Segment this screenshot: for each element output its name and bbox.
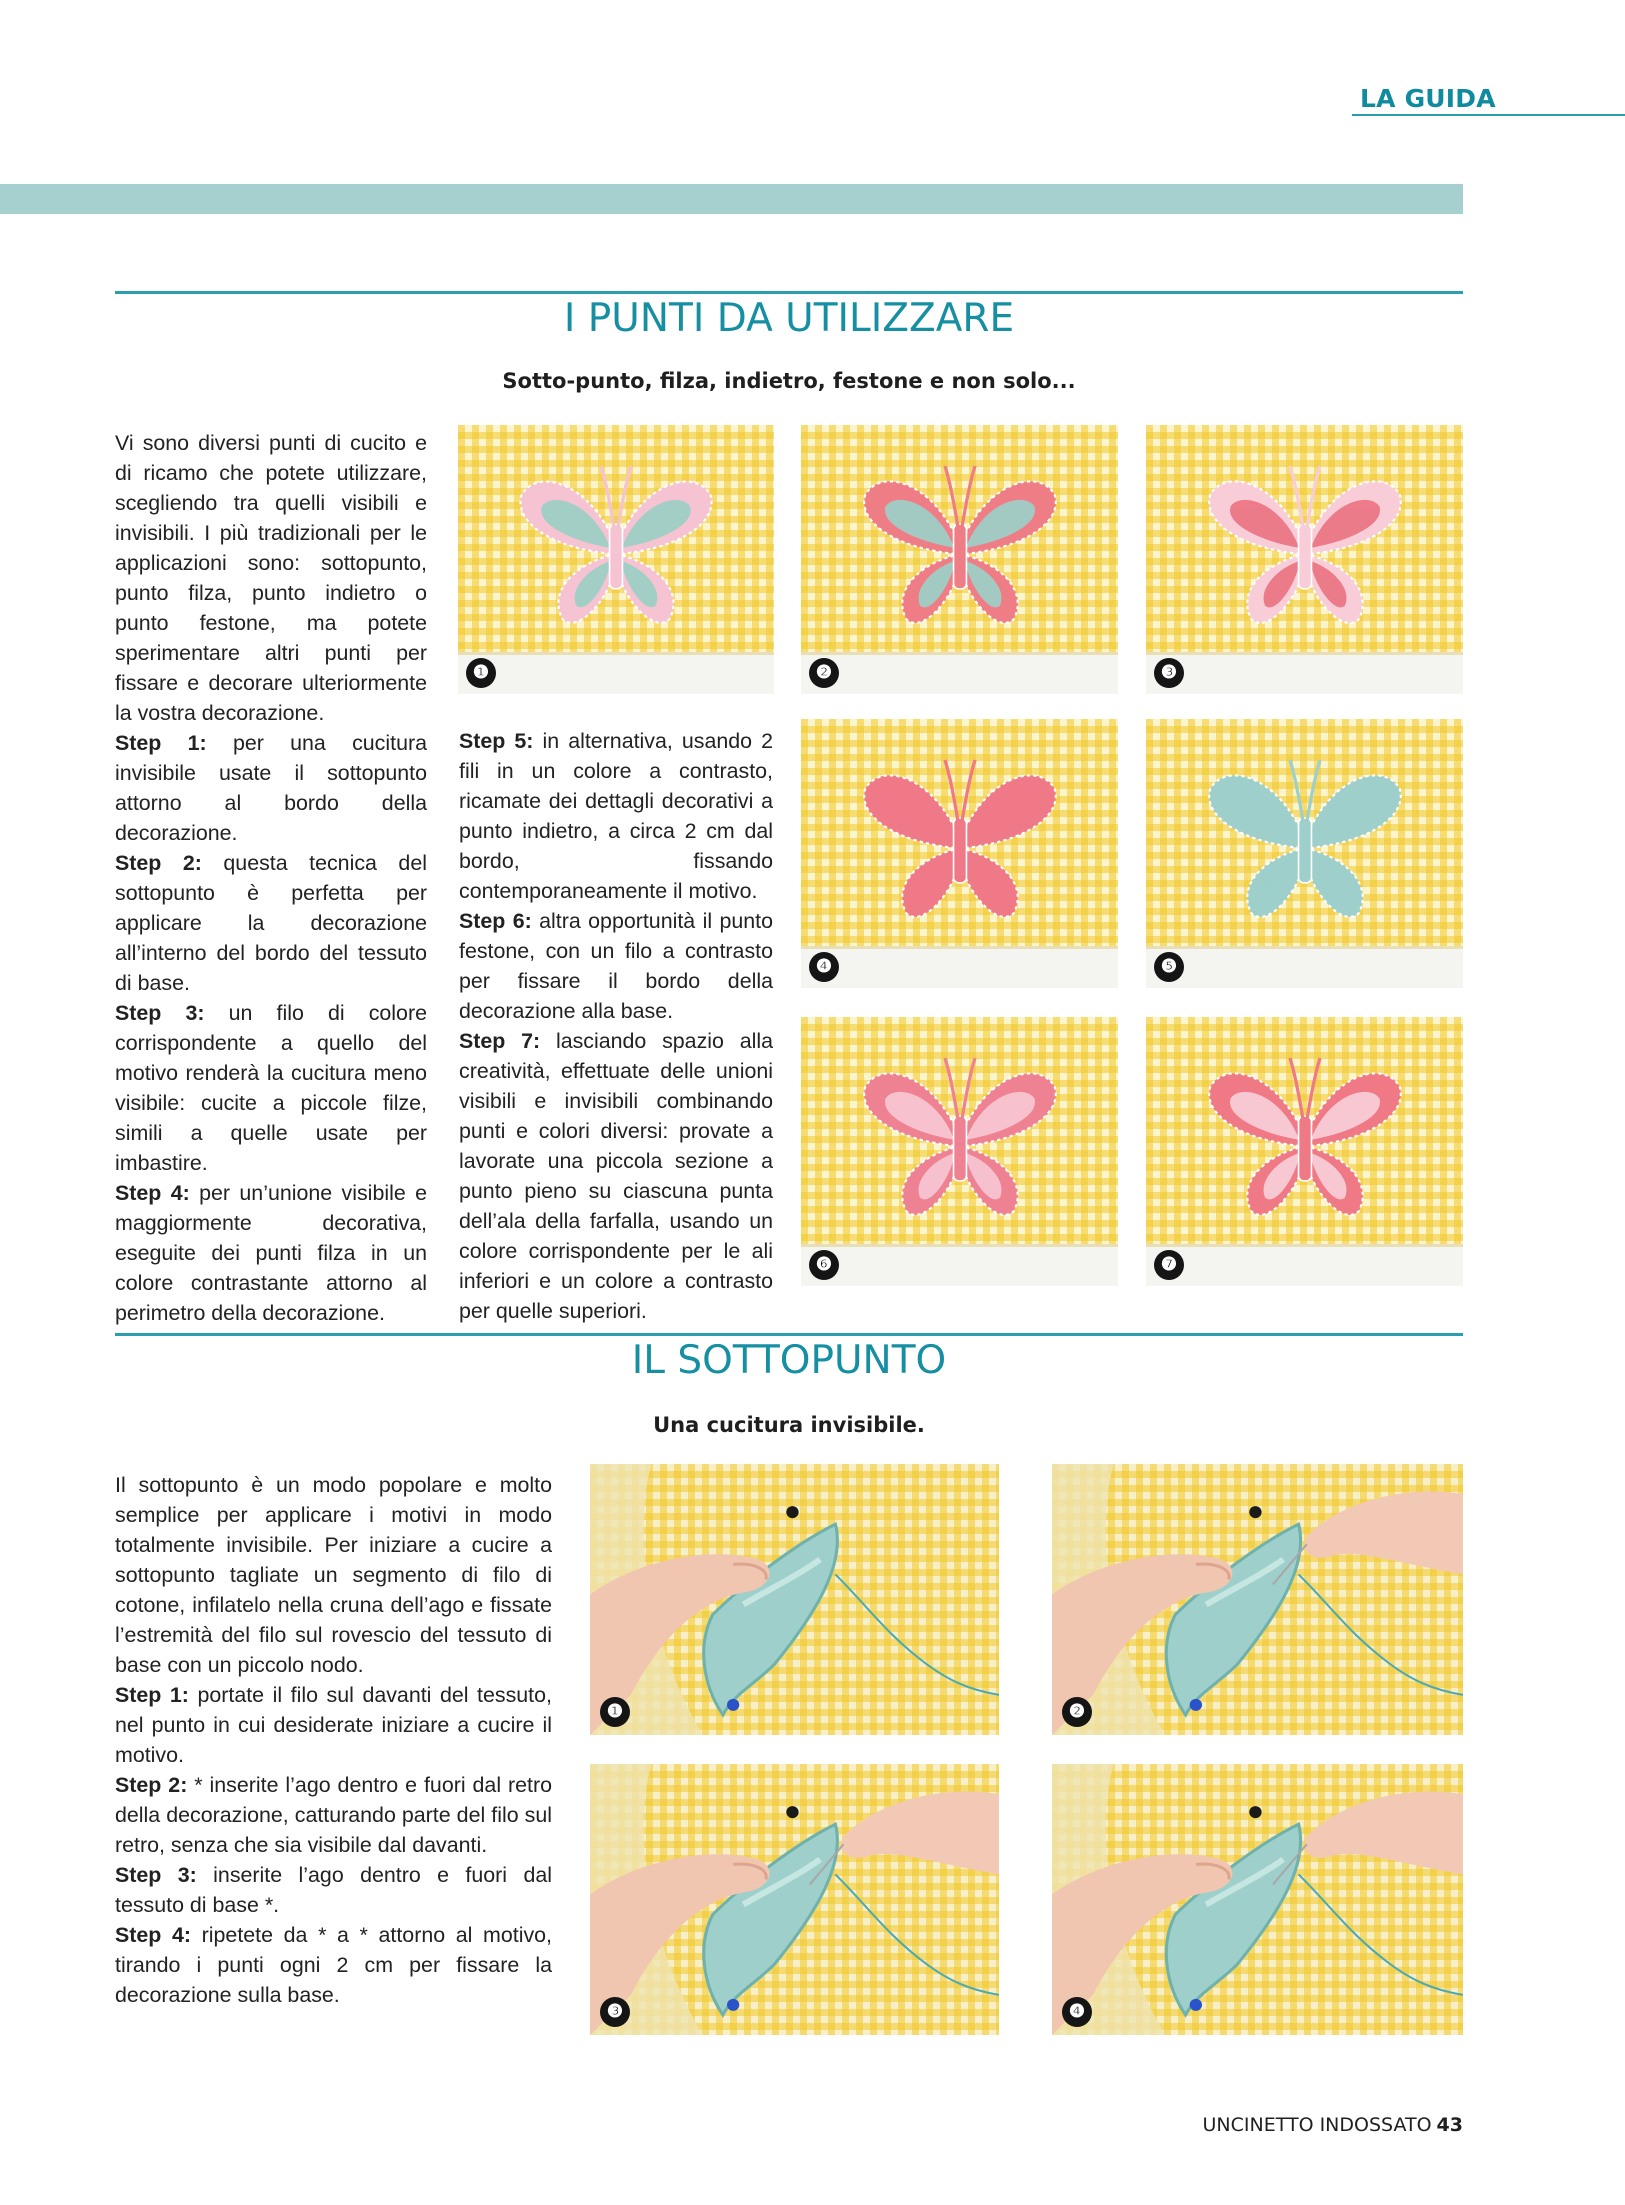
section1-rule	[115, 291, 1463, 294]
butterfly-photo	[1146, 1017, 1463, 1286]
section1-step: Step 7: lasciando spazio alla creatività, effettuate delle unioni visibili e invisibili combinando punti e colori diversi: provate a lavorate una piccola sezione a punto pieno su ciascuna punta dell’ala della farfalla, usando un colore corrispondente per le ali inferiori e un colore a contrasto per quelle superiori.	[459, 1029, 773, 1323]
butterfly-photo	[801, 1017, 1118, 1286]
step-number-badge: ❻	[809, 1250, 839, 1280]
hands-sewing-icon	[590, 1764, 999, 2035]
sewing-photo	[590, 1464, 999, 1735]
butterfly-photo	[458, 425, 774, 694]
section1-title: I PUNTI DA UTILIZZARE	[563, 296, 1015, 341]
sewing-photo	[590, 1764, 999, 2035]
section2-step: Step 4: ripetete da * a * attorno al motivo, tirando i punti ogni 2 cm per fissare la decorazione sulla base.	[115, 1923, 552, 2007]
section2-intro: Il sottopunto è un modo popolare e molto semplice per applicare i motivi in modo totalmente invisibile. Per iniziare a cucire a sottopunto tagliate un segmento di filo di cotone, infilatelo nella cruna dell’ago e fissate l’estremità del filo sul rovescio del tessuto di base con un piccolo nodo.	[115, 1473, 552, 1677]
step-number-badge: ❶	[466, 658, 496, 688]
fabric-edge	[1146, 1244, 1463, 1286]
fabric-edge	[1146, 652, 1463, 694]
sewing-photo	[1052, 1764, 1463, 2035]
step-number-badge: ❶	[600, 1697, 630, 1727]
crochet-butterfly-icon	[852, 738, 1068, 948]
step-number-badge: ❹	[809, 952, 839, 982]
step-number-badge: ❷	[1062, 1697, 1092, 1727]
step-number-badge: ❸	[1154, 658, 1184, 688]
top-color-band	[0, 184, 1463, 214]
section1-step: Step 1: per una cucitura invisibile usate il sottopunto attorno al bordo della decorazione.	[115, 731, 427, 845]
crochet-butterfly-icon	[852, 444, 1068, 654]
page-number: 43	[1436, 2114, 1463, 2136]
section1-subtitle: Sotto-punto, filza, indietro, festone e non solo...	[502, 369, 1076, 393]
step-number-badge: ❼	[1154, 1250, 1184, 1280]
section2-title: IL SOTTOPUNTO	[631, 1338, 947, 1383]
section2-step: Step 1: portate il filo sul davanti del tessuto, nel punto in cui desiderate iniziare a cucire il motivo.	[115, 1683, 552, 1767]
crochet-butterfly-icon	[852, 1036, 1068, 1246]
section2-rule	[115, 1333, 1463, 1336]
step-number-badge: ❸	[600, 1997, 630, 2027]
step-number-badge: ❺	[1154, 952, 1184, 982]
hands-sewing-icon	[1052, 1464, 1463, 1735]
butterfly-photo	[1146, 425, 1463, 694]
butterfly-photo	[1146, 719, 1463, 988]
section1-text-col2	[459, 726, 773, 1326]
fabric-edge	[458, 652, 774, 694]
butterfly-photo	[801, 425, 1118, 694]
fabric-edge	[1146, 946, 1463, 988]
butterfly-photo	[801, 719, 1118, 988]
section1-step: Step 3: un filo di colore corrispondente a quello del motivo renderà la cucitura meno visibile: cucite a piccole filze, simili a quelle usate per imbastire.	[115, 1001, 427, 1175]
fabric-edge	[801, 1244, 1118, 1286]
section2-step: Step 2: * inserite l’ago dentro e fuori dal retro della decorazione, catturando parte del filo sul retro, senza che sia visibile dal davanti.	[115, 1773, 552, 1857]
magazine-name: UNCINETTO INDOSSATO	[1202, 2114, 1432, 2136]
section2-step: Step 3: inserite l’ago dentro e fuori dal tessuto di base *.	[115, 1863, 552, 1917]
section2-subtitle: Una cucitura invisibile.	[653, 1413, 925, 1437]
section1-step: Step 6: altra opportunità il punto festone, con un filo a contrasto per fissare il bordo della decorazione alla base.	[459, 909, 773, 1023]
step-number-badge: ❷	[809, 658, 839, 688]
section1-intro: Vi sono diversi punti di cucito e di ricamo che potete utilizzare, scegliendo tra quelli visibili e invisibili. I più tradizionali per le applicazioni sono: sottopunto, punto filza, punto indietro o punto festone, ma potete sperimentare altri punti per fissare e decorare ulteriormente la vostra decorazione.	[115, 431, 427, 725]
section-tag: LA GUIDA	[1360, 84, 1496, 113]
crochet-butterfly-icon	[1197, 738, 1413, 948]
page-footer	[1180, 2114, 1463, 2136]
fabric-edge	[801, 652, 1118, 694]
crochet-butterfly-icon	[509, 444, 724, 654]
hands-sewing-icon	[590, 1464, 999, 1735]
section-tag-rule	[1352, 114, 1625, 116]
sewing-photo	[1052, 1464, 1463, 1735]
fabric-edge	[801, 946, 1118, 988]
section1-text-col1	[115, 428, 427, 1328]
section1-step: Step 2: questa tecnica del sottopunto è perfetta per applicare la decorazione all’interno del bordo del tessuto di base.	[115, 851, 427, 995]
hands-sewing-icon	[1052, 1764, 1463, 2035]
crochet-butterfly-icon	[1197, 444, 1413, 654]
section1-step: Step 4: per un’unione visibile e maggiormente decorativa, eseguite dei punti filza in un colore contrastante attorno al perimetro della decorazione.	[115, 1181, 427, 1325]
step-number-badge: ❹	[1062, 1997, 1092, 2027]
section1-step: Step 5: in alternativa, usando 2 fili in un colore a contrasto, ricamate dei dettagli decorativi a punto indietro, a circa 2 cm dal bordo, fissando contemporaneamente il motivo.	[459, 729, 774, 903]
crochet-butterfly-icon	[1197, 1036, 1413, 1246]
section2-text	[115, 1470, 552, 2010]
